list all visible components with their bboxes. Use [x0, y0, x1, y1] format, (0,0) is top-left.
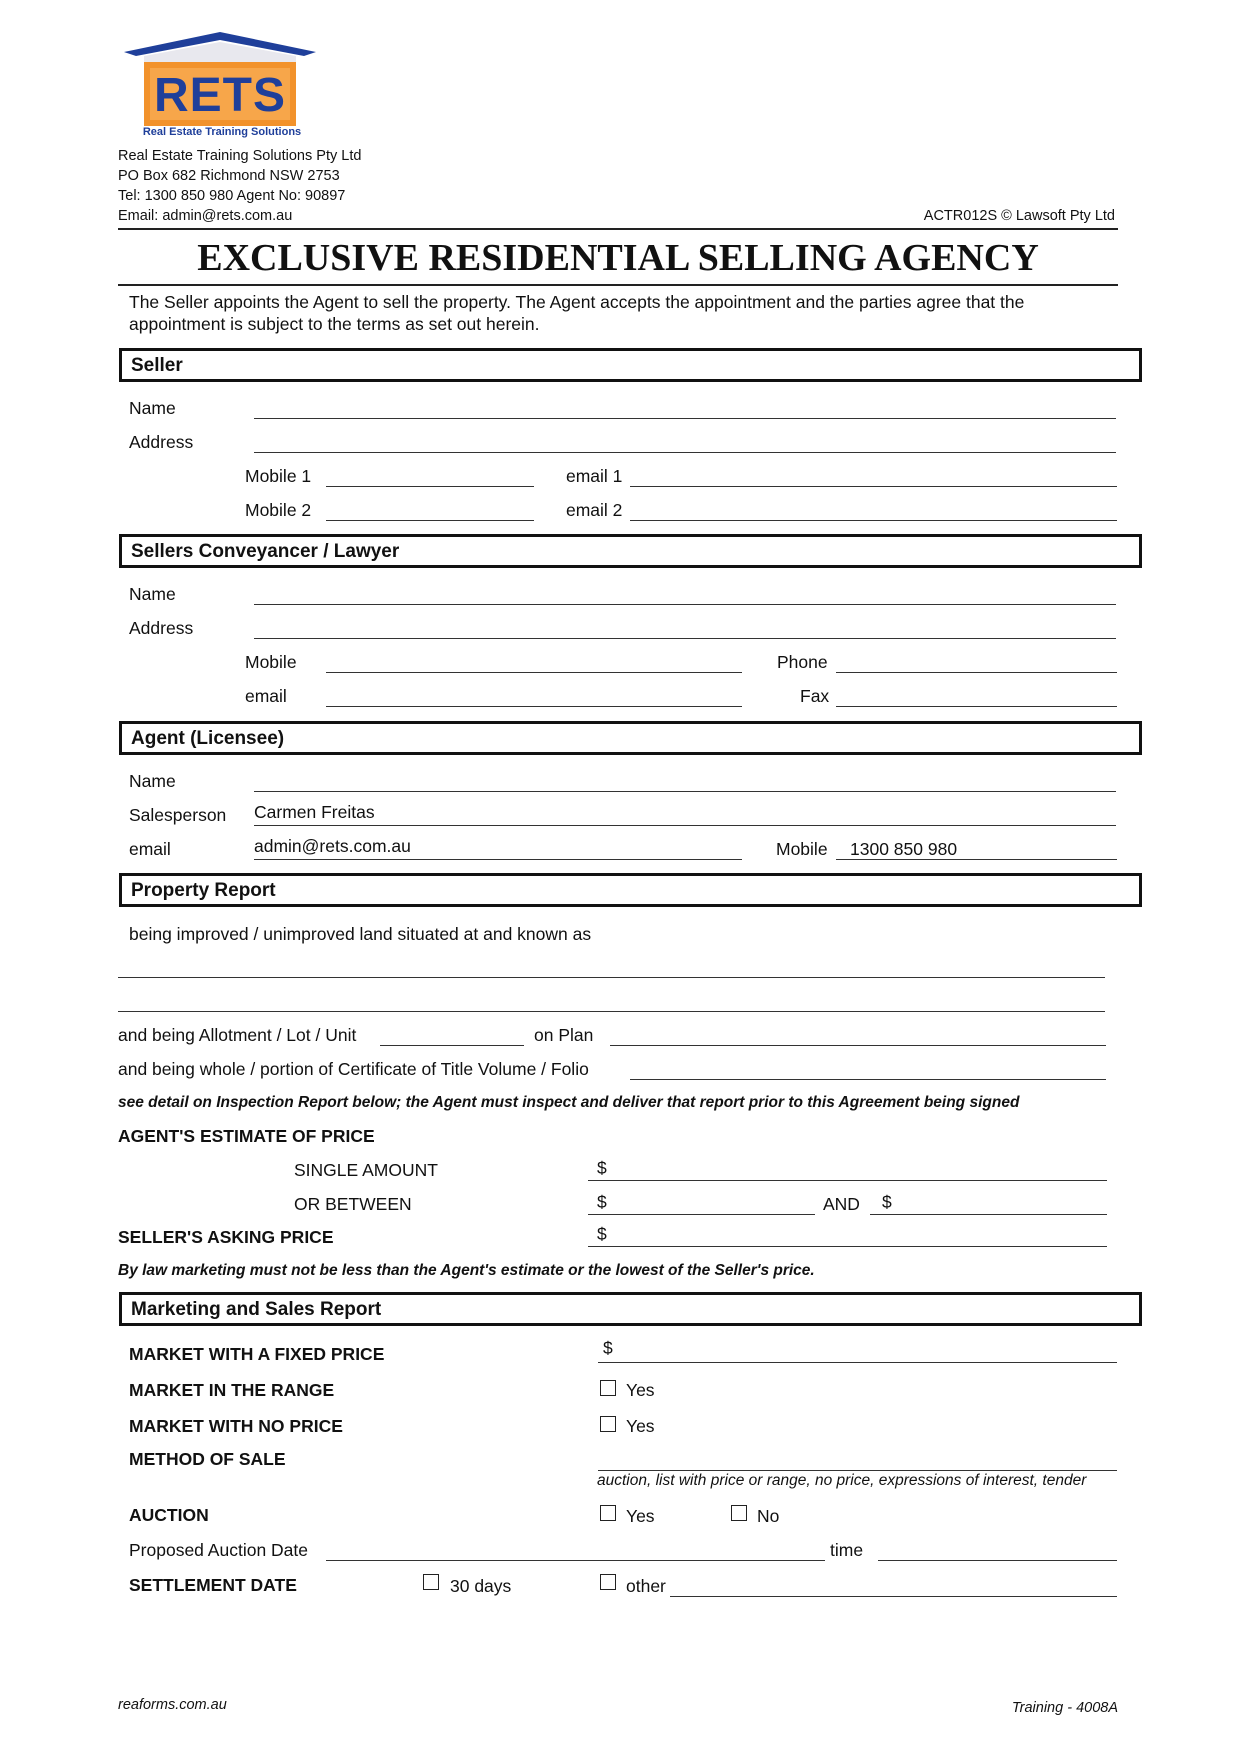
law-marketing-note: By law marketing must not be less than the Agent's estimate or the lowest of the Seller's price. [118, 1262, 815, 1279]
property-plan-field[interactable] [610, 1045, 1106, 1046]
estimate-single-dollar: $ [597, 1158, 607, 1178]
agent-name-field[interactable] [254, 791, 1116, 792]
company-tel: Tel: 1300 850 980 Agent No: 90897 [118, 188, 346, 204]
property-heading: Property Report [131, 880, 276, 901]
seller-asking-price-label: SELLER'S ASKING PRICE [118, 1227, 334, 1247]
conveyancer-address-field[interactable] [254, 638, 1116, 639]
seller-address-field[interactable] [254, 452, 1116, 453]
seller-mobile2-label: Mobile 2 [245, 500, 312, 520]
estimate-single-field[interactable] [588, 1180, 1107, 1181]
page-title: EXCLUSIVE RESIDENTIAL SELLING AGENCY [197, 237, 1039, 279]
seller-email2-field[interactable] [630, 520, 1117, 521]
seller-email2-label: email 2 [566, 500, 623, 520]
settlement-30-days-checkbox[interactable] [423, 1574, 439, 1590]
property-land-label: being improved / unimproved land situated at and known as [129, 924, 592, 944]
conveyancer-heading: Sellers Conveyancer / Lawyer [131, 541, 400, 562]
auction-no-label: No [757, 1506, 780, 1526]
conveyancer-email-label: email [245, 686, 287, 706]
agent-mobile-field[interactable] [836, 859, 1117, 860]
property-section-header [119, 873, 1142, 907]
company-logo [118, 30, 323, 142]
estimate-between-label: OR BETWEEN [294, 1194, 412, 1214]
conveyancer-fax-label: Fax [800, 686, 830, 706]
conveyancer-fax-field[interactable] [836, 706, 1117, 707]
settlement-other-field[interactable] [670, 1596, 1117, 1597]
fixed-price-field[interactable] [598, 1362, 1117, 1363]
seller-name-label: Name [129, 398, 176, 418]
agent-heading: Agent (Licensee) [131, 728, 285, 749]
marketing-heading: Marketing and Sales Report [131, 1299, 382, 1320]
no-price-yes-checkbox[interactable] [600, 1416, 616, 1432]
conveyancer-name-label: Name [129, 584, 176, 604]
no-price-yes-label: Yes [626, 1416, 655, 1436]
agent-mobile-value: 1300 850 980 [850, 839, 958, 859]
agent-mobile-label: Mobile [776, 839, 828, 859]
settlement-30-days-label: 30 days [450, 1576, 512, 1596]
company-address: PO Box 682 Richmond NSW 2753 [118, 168, 340, 184]
agent-salesperson-value: Carmen Freitas [254, 802, 375, 822]
seller-section-header [119, 348, 1142, 382]
fixed-price-label: MARKET WITH A FIXED PRICE [129, 1344, 385, 1364]
agent-email-field[interactable] [254, 859, 742, 860]
asking-price-field[interactable] [588, 1246, 1107, 1247]
market-range-label: MARKET IN THE RANGE [129, 1380, 335, 1400]
auction-yes-label: Yes [626, 1506, 655, 1526]
agent-section-header [119, 721, 1142, 755]
marketing-section-header [119, 1292, 1142, 1326]
market-range-yes-checkbox[interactable] [600, 1380, 616, 1396]
property-plan-label: on Plan [534, 1025, 594, 1045]
auction-label: AUCTION [129, 1505, 209, 1525]
header-divider [118, 228, 1118, 230]
agent-salesperson-field[interactable] [254, 825, 1116, 826]
conveyancer-mobile-label: Mobile [245, 652, 297, 672]
agent-salesperson-label: Salesperson [129, 805, 227, 825]
seller-mobile1-label: Mobile 1 [245, 466, 312, 486]
intro-text-line1: The Seller appoints the Agent to sell the property. The Agent accepts the appointment and the parties agree that the [129, 292, 1025, 312]
conveyancer-mobile-field[interactable] [326, 672, 742, 673]
settlement-date-label: SETTLEMENT DATE [129, 1575, 297, 1595]
footer-website: reaforms.com.au [118, 1697, 227, 1713]
property-title-label: and being whole / portion of Certificate of Title Volume / Folio [118, 1059, 589, 1079]
fixed-price-dollar: $ [603, 1338, 613, 1358]
method-of-sale-field[interactable] [598, 1470, 1117, 1471]
conveyancer-phone-label: Phone [777, 652, 828, 672]
seller-email1-field[interactable] [630, 486, 1117, 487]
conveyancer-phone-field[interactable] [836, 672, 1117, 673]
seller-address-label: Address [129, 432, 194, 452]
agent-estimate-heading: AGENT'S ESTIMATE OF PRICE [118, 1126, 375, 1146]
conveyancer-section-header [119, 534, 1142, 568]
seller-email1-label: email 1 [566, 466, 623, 486]
property-inspection-note: see detail on Inspection Report below; the Agent must inspect and deliver that report prior to this Agreement being signed [118, 1094, 1020, 1111]
estimate-and-label: AND [823, 1194, 860, 1214]
property-allotment-field[interactable] [380, 1045, 524, 1046]
property-address-field-2[interactable] [118, 1011, 1105, 1012]
auction-date-label: Proposed Auction Date [129, 1540, 309, 1560]
auction-no-checkbox[interactable] [731, 1505, 747, 1521]
settlement-other-label: other [626, 1576, 666, 1596]
intro-text-line2: appointment is subject to the terms as set out herein. [129, 314, 540, 334]
seller-mobile1-field[interactable] [326, 486, 534, 487]
agent-email-label: email [129, 839, 171, 859]
conveyancer-name-field[interactable] [254, 604, 1116, 605]
property-allotment-label: and being Allotment / Lot / Unit [118, 1025, 357, 1045]
logo-tagline: Real Estate Training Solutions [142, 126, 302, 138]
estimate-low-field[interactable] [588, 1214, 815, 1215]
title-divider [118, 284, 1118, 286]
seller-mobile2-field[interactable] [326, 520, 534, 521]
settlement-other-checkbox[interactable] [600, 1574, 616, 1590]
estimate-high-dollar: $ [882, 1192, 892, 1212]
method-of-sale-hint: auction, list with price or range, no price, expressions of interest, tender [597, 1472, 1087, 1489]
conveyancer-address-label: Address [129, 618, 194, 638]
estimate-single-label: SINGLE AMOUNT [294, 1160, 438, 1180]
property-title-field[interactable] [630, 1079, 1106, 1080]
auction-time-label: time [830, 1540, 864, 1560]
company-name: Real Estate Training Solutions Pty Ltd [118, 148, 362, 164]
auction-time-field[interactable] [878, 1560, 1117, 1561]
agent-email-value: admin@rets.com.au [254, 836, 411, 856]
footer-form-id: Training - 4008A [1011, 1700, 1118, 1716]
market-range-yes-label: Yes [626, 1380, 655, 1400]
form-code: ACTR012S © Lawsoft Pty Ltd [923, 208, 1115, 224]
method-of-sale-label: METHOD OF SALE [129, 1449, 286, 1469]
company-email: Email: admin@rets.com.au [118, 208, 293, 224]
seller-name-field[interactable] [254, 418, 1116, 419]
agent-name-label: Name [129, 771, 176, 791]
seller-heading: Seller [131, 355, 183, 376]
property-address-field-1[interactable] [118, 977, 1105, 978]
conveyancer-email-field[interactable] [326, 706, 742, 707]
auction-date-field[interactable] [326, 1560, 825, 1561]
no-price-label: MARKET WITH NO PRICE [129, 1416, 343, 1436]
logo-text: RETS [153, 69, 286, 122]
estimate-high-field[interactable] [870, 1214, 1107, 1215]
asking-price-dollar: $ [597, 1224, 607, 1244]
auction-yes-checkbox[interactable] [600, 1505, 616, 1521]
estimate-low-dollar: $ [597, 1192, 607, 1212]
